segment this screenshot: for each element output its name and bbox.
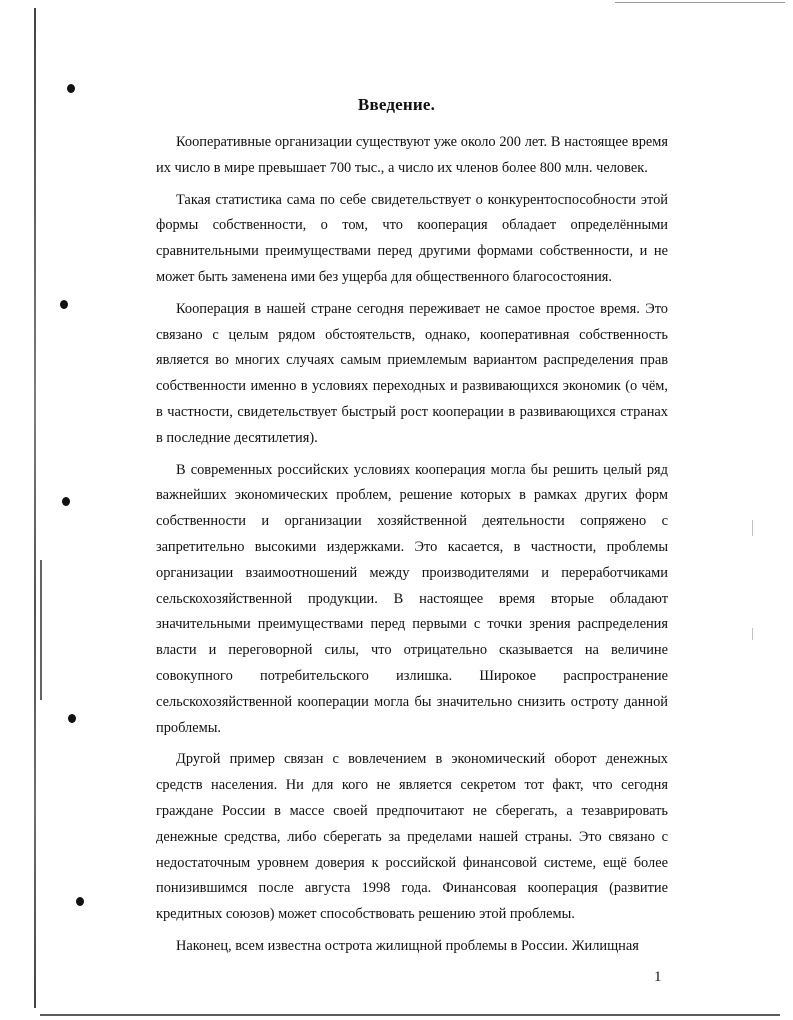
- binder-hole-mark: [76, 897, 84, 906]
- paragraph: Наконец, всем известна острота жилищной проблемы в России. Жилищная: [176, 937, 639, 954]
- page-number: 1: [654, 969, 662, 985]
- scan-top-mark: [615, 2, 785, 3]
- scan-noise-mark: [752, 520, 753, 536]
- paragraph: Кооперация в нашей стране сегодня переживает не самое простое время. Это связано с целым рядом обстоятельств, однако, кооперативная собственность является во многих случаях самым приемлемым вариантом распределения прав собственности именно в условиях переходных и развивающихся экономик (о чём, в частности, свидетельствует быстрый рост кооперации в развивающихся странах в последние десятилетия).: [156, 300, 668, 446]
- scan-bottom-edge-line: [40, 1014, 780, 1016]
- paragraph: Кооперативные организации существуют уже около 200 лет. В настоящее время их число в мире превышает 700 тыс., а число их членов более 800 млн. человек.: [156, 134, 668, 176]
- paragraph: Такая статистика сама по себе свидетельствует о конкурентоспособности этой формы собственности, о том, что кооперация обладает определёнными сравнительными преимуществами перед другими формами собственности, и не может быть заменена ими без ущерба для общественного благосостояния.: [156, 191, 668, 285]
- binder-hole-mark: [60, 300, 68, 309]
- scan-left-edge-line: [34, 8, 36, 1008]
- scan-left-edge-line-secondary: [40, 560, 42, 700]
- scan-noise-mark: [752, 628, 753, 640]
- paragraph: В современных российских условиях кооперация могла бы решить целый ряд важнейших экономических проблем, решение которых в рамках других форм собственности и организации хозяйственной деятельности сопряжено с запретительно высокими издержками. Это касается, в частности, проблемы организации взаимоотношений между производителями и переработчиками сельскохозяйственной продукции. В настоящее время вторые обладают значительными преимуществами перед первыми с точки зрения распределения власти и переговорной силы, что отрицательно сказывается на величине совокупного потребительского излишка. Широкое распространение сельскохозяйственной кооперации могла бы значительно снизить остроту данной проблемы.: [156, 461, 668, 736]
- binder-hole-mark: [67, 84, 75, 93]
- binder-hole-mark: [68, 714, 76, 723]
- paragraph: Другой пример связан с вовлечением в экономический оборот денежных средств населения. Ни для кого не является секретом тот факт, что сегодня граждане России в массе своей предпочитают не сберегать, а тезаврировать денежные средства, либо сберегать за пределами нашей страны. Это связано с недостаточным уровнем доверия к российской финансовой системе, ещё более понизившимся после августа 1998 года. Финансовая кооперация (развитие кредитных союзов) может способствовать решению этой проблемы.: [156, 751, 668, 923]
- body-text: [156, 130, 668, 960]
- section-title: Введение.: [357, 95, 436, 114]
- binder-hole-mark: [62, 497, 70, 506]
